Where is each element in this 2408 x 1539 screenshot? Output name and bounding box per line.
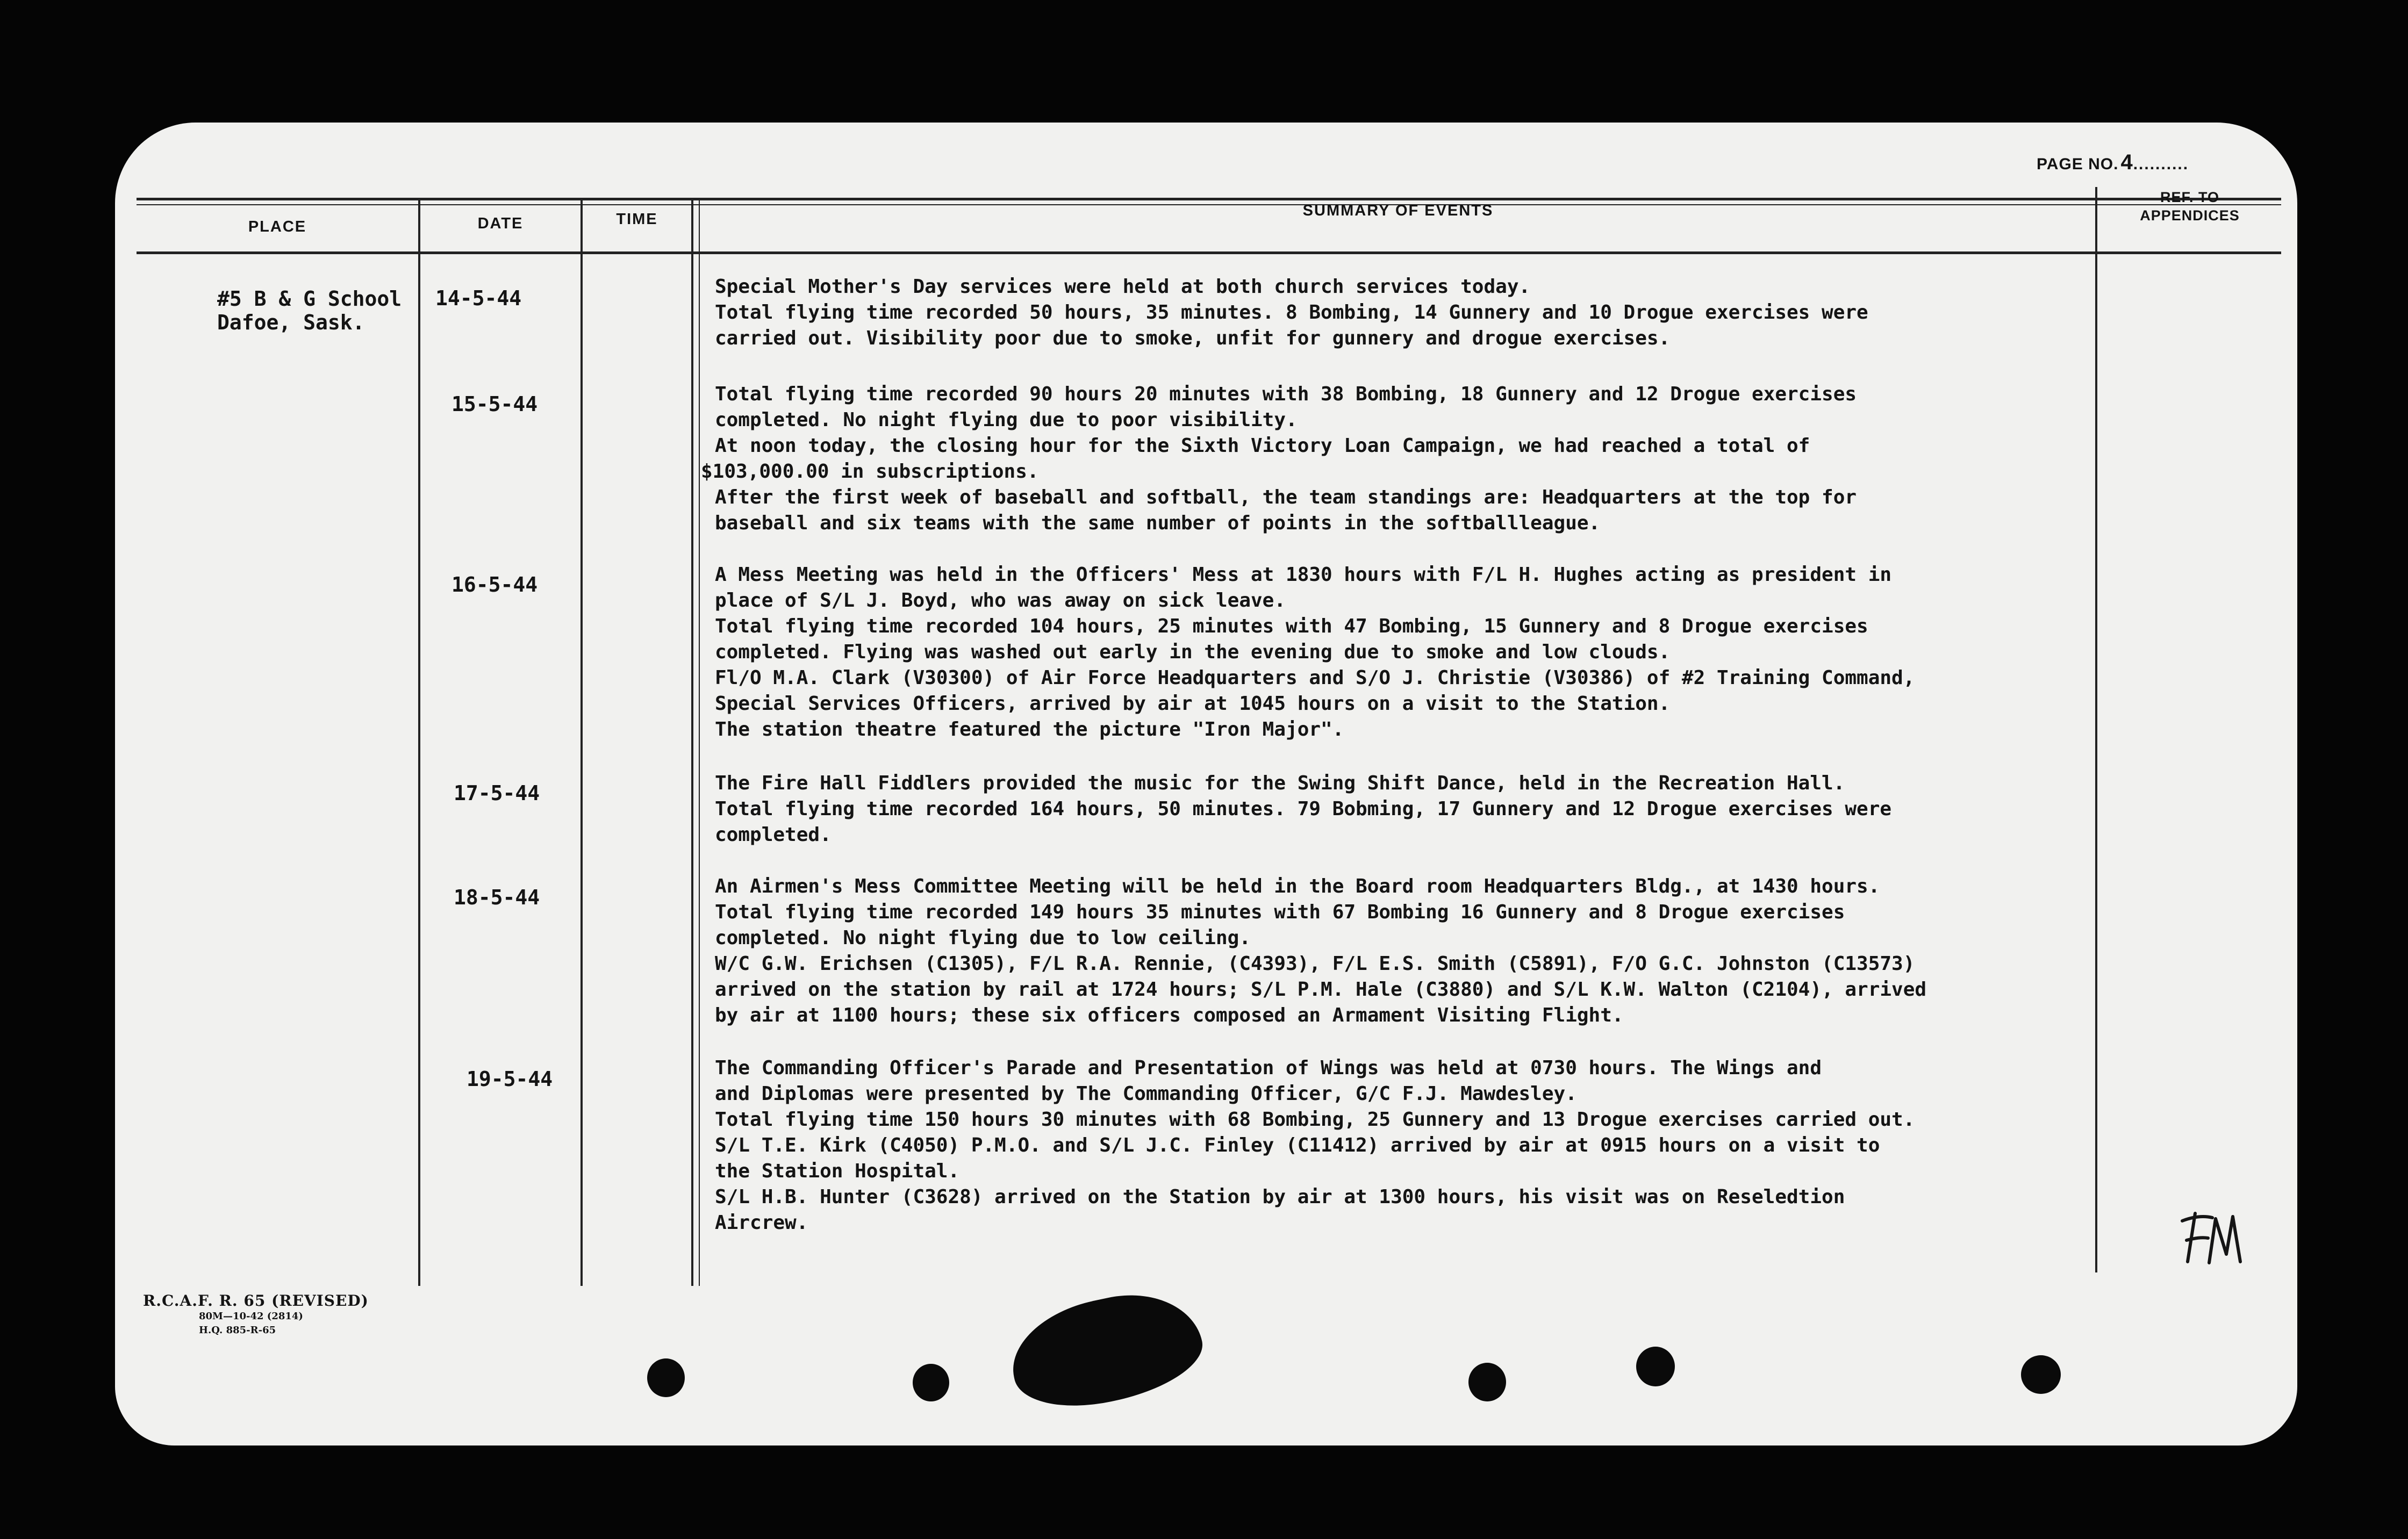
- entry-line: carried out. Visibility poor due to smoke, unfit for gunnery and drogue exercises.: [715, 327, 1671, 349]
- entry-line: At noon today, the closing hour for the Sixth Victory Loan Campaign, we had reached a total of: [715, 435, 1810, 457]
- entry-line: $103,000.00 in subscriptions.: [701, 461, 1039, 483]
- header-ref-appendices: REF. TO APPENDICES: [2140, 189, 2240, 224]
- punch-hole: [647, 1358, 685, 1397]
- entry-line: Total flying time recorded 149 hours 35 minutes with 67 Bombing 16 Gunnery and 8 Drogue exercises: [715, 901, 1845, 923]
- entry-line: the Station Hospital.: [715, 1160, 960, 1182]
- entry-17-5-44: [715, 771, 2209, 848]
- entry-line: The station theatre featured the picture "Iron Major".: [715, 718, 1344, 740]
- place-text: #5 B & G School Dafoe, Sask.: [217, 287, 402, 334]
- entry-line: and Diplomas were presented by The Commanding Officer, G/C F.J. Mawdesley.: [715, 1083, 1577, 1105]
- punch-hole: [2021, 1355, 2061, 1394]
- entry-16-5-44: [715, 562, 2209, 743]
- entry-date: 17-5-44: [454, 781, 540, 805]
- ledger-card: [115, 123, 2297, 1445]
- entry-18-5-44: [715, 874, 2209, 1029]
- entry-line: An Airmen's Mess Committee Meeting will be held in the Board room Headquarters Bldg., at 1430 hours.: [715, 875, 1880, 897]
- entry-line: A Mess Meeting was held in the Officers' Mess at 1830 hours with F/L H. Hughes acting as president in: [715, 564, 1892, 586]
- entry-date: 18-5-44: [454, 886, 540, 909]
- column-divider-date: [580, 200, 583, 1286]
- entry-line: Total flying time recorded 90 hours 20 minutes with 38 Bombing, 18 Gunnery and 12 Drogue exercises: [715, 383, 1857, 405]
- header-bottom-rule: [137, 251, 2281, 254]
- header-place: PLACE: [248, 218, 307, 235]
- header-time: TIME: [616, 211, 658, 228]
- header-top-rule: [137, 198, 2281, 200]
- entry-line: place of S/L J. Boyd, who was away on sick leave.: [715, 589, 1286, 612]
- entry-line: After the first week of baseball and softball, the team standings are: Headquarters at the top for: [715, 486, 1857, 508]
- entry-19-5-44: [715, 1055, 2209, 1236]
- torn-hole: [1002, 1281, 1210, 1420]
- punch-hole: [1636, 1347, 1675, 1386]
- column-divider-time: [691, 200, 693, 1286]
- entry-line: W/C G.W. Erichsen (C1305), F/L R.A. Rennie, (C4393), F/L E.S. Smith (C5891), F/O G.C. Johnston (C13573): [715, 953, 1915, 975]
- entry-14-5-44: [715, 274, 2209, 351]
- entry-date: 15-5-44: [452, 392, 538, 416]
- entry-line: Fl/O M.A. Clark (V30300) of Air Force Headquarters and S/O J. Christie (V30386) of #2 Training Command,: [715, 667, 1915, 689]
- column-divider-time-2: [699, 200, 700, 1286]
- handwritten-initials-icon: [2177, 1203, 2252, 1272]
- form-number: R.C.A.F. R. 65 (REVISED) 80M—10-42 (2814) H.Q. 885-R-65: [143, 1292, 369, 1336]
- entry-line: S/L T.E. Kirk (C4050) P.M.O. and S/L J.C. Finley (C11412) arrived by air at 0915 hours on a visit to: [715, 1134, 1880, 1156]
- entry-line: Total flying time recorded 104 hours, 25 minutes with 47 Bombing, 15 Gunnery and 8 Drogue exercises: [715, 615, 1868, 637]
- entry-date: 19-5-44: [467, 1067, 553, 1091]
- entry-line: completed. No night flying due to low ceiling.: [715, 927, 1251, 949]
- header-date: DATE: [477, 215, 524, 232]
- entry-line: Special Services Officers, arrived by air at 1045 hours on a visit to the Station.: [715, 693, 1671, 715]
- page-number-label: PAGE NO. 4..........: [2037, 150, 2189, 174]
- punch-hole: [1468, 1363, 1506, 1401]
- punch-hole: [913, 1364, 949, 1401]
- column-divider-place: [418, 200, 420, 1286]
- entry-date: 16-5-44: [452, 573, 538, 596]
- entry-date: 14-5-44: [435, 286, 522, 310]
- entry-line: S/L H.B. Hunter (C3628) arrived on the Station by air at 1300 hours, his visit was on Reseledtion: [715, 1186, 1845, 1208]
- entry-line: The Fire Hall Fiddlers provided the music for the Swing Shift Dance, held in the Recreation Hall.: [715, 772, 1845, 794]
- entry-line: The Commanding Officer's Parade and Presentation of Wings was held at 0730 hours. The Wings and: [715, 1057, 1822, 1079]
- entry-line: baseball and six teams with the same number of points in the softballleague.: [715, 512, 1601, 534]
- entry-line: Special Mother's Day services were held at both church services today.: [715, 276, 1531, 298]
- entry-line: Total flying time recorded 164 hours, 50 minutes. 79 Bobming, 17 Gunnery and 12 Drogue exercises were: [715, 798, 1892, 820]
- entry-line: completed. No night flying due to poor visibility.: [715, 409, 1298, 431]
- entry-line: by air at 1100 hours; these six officers composed an Armament Visiting Flight.: [715, 1004, 1624, 1026]
- entry-line: Total flying time recorded 50 hours, 35 minutes. 8 Bombing, 14 Gunnery and 10 Drogue exercises were: [715, 301, 1868, 323]
- header-summary: SUMMARY OF EVENTS: [1302, 202, 1494, 219]
- entry-line: Total flying time 150 hours 30 minutes with 68 Bombing, 25 Gunnery and 13 Drogue exercises carried out.: [715, 1109, 1915, 1131]
- entry-line: completed. Flying was washed out early in the evening due to smoke and low clouds.: [715, 641, 1671, 663]
- entry-line: completed.: [715, 824, 832, 846]
- entry-line: Aircrew.: [715, 1212, 808, 1234]
- entry-line: arrived on the station by rail at 1724 hours; S/L P.M. Hale (C3880) and S/L K.W. Walton (C2104), arrived: [715, 979, 1927, 1001]
- page-number: 4: [2120, 150, 2133, 174]
- entry-15-5-44: [701, 382, 2209, 536]
